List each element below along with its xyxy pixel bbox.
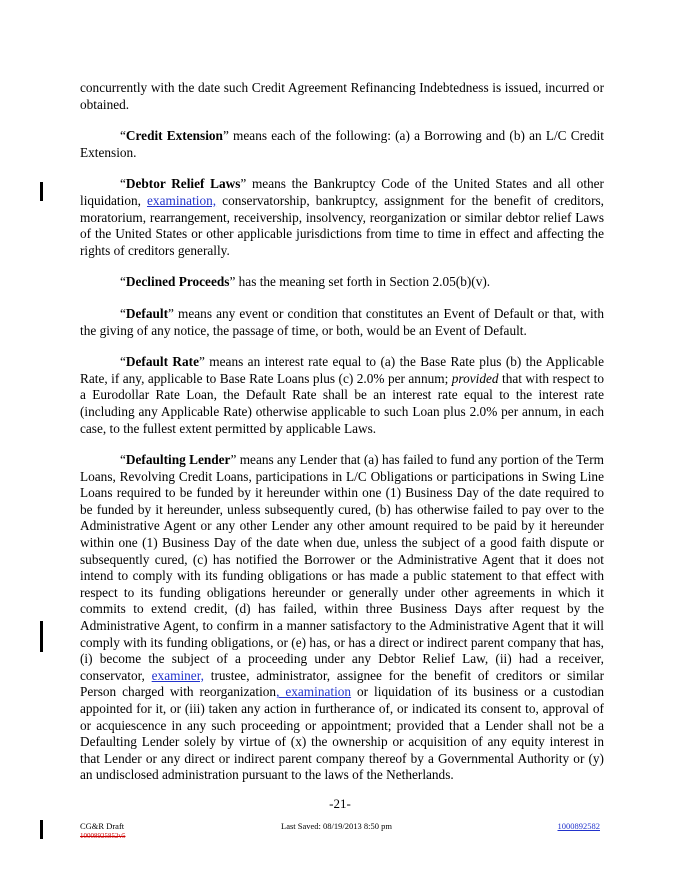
definition-default: “Default” means any event or condition that constitutes an Event of Default or that, with the giving of any notice, the passage of time, or both, would be an Event of Default. (80, 305, 604, 338)
definition-text: ” means the Bankruptcy Code of the United States and all other liquidation, (80, 176, 604, 208)
defined-term: Defaulting Lender (125, 452, 231, 468)
defined-term: Default Rate (125, 354, 199, 370)
definition-text: ” means each of the following: (a) a Borrowing and (b) an L/C Credit Extension. (80, 128, 604, 160)
definition-debtor-relief-laws: “Debtor Relief Laws” means the Bankruptcy Code of the United States and all other liquidation, examination, conservatorship, bankruptcy, assignment for the benefit of creditors, moratorium, rearrangement, receivership, insolvency, reorganization or similar debtor relief Laws of the United States or other applicable jurisdictions from time to time in effect and affecting the rights of creditors generally. (80, 176, 604, 258)
footer-deleted-docid: 10008925852v5 (80, 832, 126, 840)
document-page (80, 80, 604, 799)
footer-draft-label (80, 821, 126, 841)
inserted-text: examination, (147, 192, 217, 208)
footer-document-id: 1000892582 (557, 821, 600, 831)
definition-defaulting-lender: “Defaulting Lender” means any Lender that (a) has failed to fund any portion of the Term Loans, Revolving Credit Loans, participations in L/C Obligations or participations in Swing Line Loans required to be funded by it hereunder within one (1) Business Day of the date required to be funded by it hereunder, unless subsequently cured, (b) has otherwise failed to pay over to the Administrative Agent or any other Lender any other amount required to be paid by it hereunder within one (1) Business Day of the date when due, unless the subject of a good faith dispute or subsequently cured, (c) has notified the Borrower or the Administrative Agent that it does not intend to comply with its funding obligations or has made a public statement to that effect with respect to its funding obligations hereunder or generally under other agreements in which it commits to extend credit, (d) has failed, within three Business Days after request by the Administrative Agent, to confirm in a manner satisfactory to the Administrative Agent that it will comply with its funding obligations, or (e) has, or has a direct or indirect parent company that has, (i) become the subject of a proceeding under any Debtor Relief Law, (ii) had a receiver, conservator, examiner, trustee, administrator, assignee for the benefit of creditors or similar Person charged with reorganization, examination or liquidation of its business or a custodian appointed for it, or (iii) taken any action in furtherance of, or indicated its consent to, approval of or acquiescence in any such proceeding or appointment; provided that a Lender shall not be a Defaulting Lender solely by virtue of (x) the ownership or acquisition of any equity interest in that Lender or any direct or indirect parent company thereof by a Governmental Authority or (y) an undisclosed administration pursuant to the laws of the Netherlands. (80, 452, 605, 783)
change-bar-footer (40, 820, 43, 839)
change-bar-debtor-relief (40, 182, 43, 201)
definition-credit-extension: “Credit Extension” means each of the following: (a) a Borrowing and (b) an L/C Credit Extension. (80, 128, 604, 160)
definition-text: ” means any event or condition that constitutes an Event of Default or that, with the giving of any notice, the passage of time, or both, would be an Event of Default. (80, 305, 604, 338)
definition-text: ” means any Lender that (a) has failed to fund any portion of the Term Loans, Revolving Credit Loans, participations in L/C Obligations or participations in Swing Line Loans required to be funded by it hereunder within one (1) Business Day of the date required to be funded by it hereunder, unless subsequently cured, (b) has otherwise failed to pay over to the Administrative Agent or any other Lender any other amount required to be paid by it hereunder within one (1) Business Day of the date when due, unless the subject of a good faith dispute or subsequently cured, (c) has notified the Borrower or the Administrative Agent that it does not intend to comply with its funding obligations or has made a public statement to that effect with respect to its funding obligations hereunder or generally under other agreements in which it commits to extend credit, (d) has failed, within three Business Days after request by the Administrative Agent, to confirm in a manner satisfactory to the Administrative Agent that it will comply with its funding obligations, or (e) has, or has a direct or indirect parent company that has, (i) become the subject of a proceeding under any Debtor Relief Law, (ii) had a receiver, conservator, (80, 452, 604, 683)
definition-text: that with respect to a Eurodollar Rate Loan, the Default Rate shall be an interest rate equal to the interest rate (including any Applicable Rate) otherwise applicable to such Loan plus 2.0% per annum, in each case, to the fullest extent permitted by applicable Laws. (80, 370, 605, 436)
definition-text: ” means an interest rate equal to (a) the Base Rate plus (b) the Applicable Rate, if any, applicable to Base Rate Loans plus (c) 2.0% per annum; (80, 354, 604, 386)
definition-text: conservatorship, bankruptcy, assignment for the benefit of creditors, moratorium, rearrangement, receivership, insolvency, reorganization or similar debtor relief Laws of the United States or other applicable jurisdictions from time to time in effect and affecting the rights of creditors generally. (80, 192, 604, 258)
paragraph-continuation: concurrently with the date such Credit Agreement Refinancing Indebtedness is issued, incurred or obtained. (80, 80, 604, 112)
page-number: -21- (329, 796, 351, 811)
defined-term: Default (125, 305, 169, 321)
change-bar-defaulting-lender (40, 621, 43, 652)
inserted-text: , examination (276, 684, 352, 700)
definition-declined-proceeds: “Declined Proceeds” has the meaning set forth in Section 2.05(b)(v). (120, 274, 491, 290)
defined-term: Credit Extension (125, 128, 223, 144)
definition-text: or liquidation of its business or a custodian appointed for it, or (iii) taken any action in furtherance of, or indicated its consent to, approval of or acquiescence in any such proceeding or appointment; provided that a Lender shall not be a Defaulting Lender solely by virtue of (x) the ownership or acquisition of any equity interest in that Lender or any direct or indirect parent company thereof by a Governmental Authority or (y) an undisclosed administration pursuant to the laws of the Netherlands. (80, 684, 604, 783)
definition-text: trustee, administrator, assignee for the benefit of creditors or similar Person charged with reorganization (80, 667, 605, 700)
footer-draft-text: CG&R Draft (80, 821, 125, 831)
defined-term: Declined Proceeds (125, 274, 230, 290)
footer-last-saved: Last Saved: 08/19/2013 8:50 pm (281, 821, 392, 831)
definition-default-rate: “Default Rate” means an interest rate equal to (a) the Base Rate plus (b) the Applicable Rate, if any, applicable to Base Rate Loans plus (c) 2.0% per annum; provided that with respect to a Eurodollar Rate Loan, the Default Rate shall be an interest rate equal to the interest rate (including any Applicable Rate) otherwise applicable to such Loan plus 2.0% per annum, in each case, to the fullest extent permitted by applicable Laws. (80, 354, 605, 436)
defined-term: Debtor Relief Laws (125, 176, 241, 192)
definition-text: ” has the meaning set forth in Section 2.05(b)(v). (229, 274, 491, 290)
italic-term: provided (451, 370, 499, 386)
inserted-text: examiner, (151, 667, 204, 683)
